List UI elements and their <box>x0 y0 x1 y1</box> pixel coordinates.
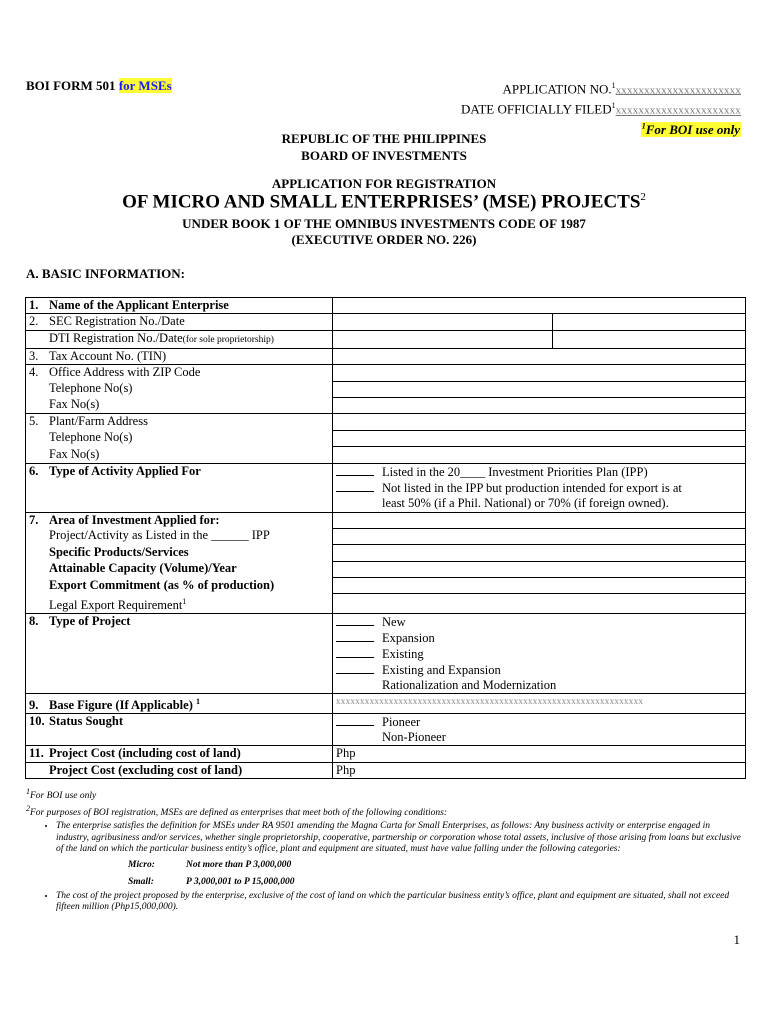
table-row <box>26 578 746 594</box>
area-of-investment-input[interactable] <box>333 512 746 528</box>
office-address-input[interactable] <box>333 365 746 381</box>
table-row <box>26 762 746 778</box>
subtitle: UNDER BOOK 1 OF THE OMNIBUS INVESTMENTS CODE OF 1987 (EXECUTIVE ORDER NO. 226) <box>182 216 586 247</box>
basic-info-table <box>25 297 746 779</box>
table-row <box>26 694 746 714</box>
row-label: 1. Name of the Applicant Enterprise <box>26 298 333 314</box>
page-number: 1 <box>733 932 740 947</box>
table-row <box>26 594 746 614</box>
project-cost-incl-land-input[interactable]: Php <box>333 746 746 762</box>
export-oriented-checkbox[interactable] <box>336 480 374 492</box>
table-row <box>26 746 746 762</box>
table-row <box>26 381 746 397</box>
application-no-line: APPLICATION NO.$^1$xxxxxxxxxxxxxxxxxxxxxx <box>502 81 741 97</box>
table-row <box>26 561 746 577</box>
activity-options: Listed in the 20____ Investment Priorities Plan (IPP) Not listed in the IPP but production intended for export is at least 50% (if a Phil. National) or 70% (if foreign owned). <box>333 463 746 512</box>
legal-export-requirement-input[interactable] <box>333 594 746 614</box>
table-row <box>26 614 746 694</box>
row-label: Export Commitment (as % of production) <box>26 578 333 594</box>
project-new-checkbox[interactable] <box>336 614 374 626</box>
row-label: Attainable Capacity (Volume)/Year <box>26 561 333 577</box>
table-row <box>26 528 746 544</box>
date-filed-line: DATE OFFICIALLY FILED$^1$xxxxxxxxxxxxxxxxxxxxxx <box>460 101 741 117</box>
row-label: 11. Project Cost (including cost of land) <box>26 746 333 762</box>
project-rationalization-checkbox[interactable] <box>336 678 374 689</box>
office-fax-input[interactable] <box>333 397 746 413</box>
project-expansion-checkbox[interactable] <box>336 630 374 642</box>
row-label: 8. Type of Project <box>26 614 333 694</box>
row-label: 9. Base Figure (If Applicable) $^1$ <box>26 694 333 714</box>
status-options: Pioneer Non-Pioneer <box>333 714 746 746</box>
footnote-conditions <box>26 821 742 914</box>
table-row <box>26 414 746 430</box>
table-row <box>26 512 746 528</box>
row-label: 4. Office Address with ZIP Code <box>26 365 333 381</box>
row-label: 10. Status Sought <box>26 714 333 746</box>
table-row <box>26 447 746 463</box>
dti-registration-no-input[interactable] <box>333 330 553 348</box>
size-category-micro: Micro: Not more than P 3,000,000 <box>128 859 292 870</box>
row-label: DTI Registration No./Date(for sole proprietorship) <box>26 330 333 348</box>
size-category-small: Small: P 3,000,001 to P 15,000,000 <box>128 877 295 888</box>
application-heading: APPLICATION FOR REGISTRATION <box>271 176 497 191</box>
row-label: Fax No(s) <box>26 447 333 463</box>
table-row <box>26 348 746 364</box>
row-label: Project Cost (excluding cost of land) <box>26 762 333 778</box>
table-row <box>26 365 746 381</box>
project-existing-expansion-checkbox[interactable] <box>336 662 374 674</box>
footnote-2: $^2$For purposes of BOI registration, MSEs are defined as enterprises that meet both of the following conditions: <box>26 803 447 818</box>
agency-heading: REPUBLIC OF THE PHILIPPINES BOARD OF INVESTMENTS <box>281 131 487 163</box>
table-row <box>26 397 746 413</box>
sec-registration-date-input[interactable] <box>553 314 746 330</box>
row-label: Telephone No(s) <box>26 381 333 397</box>
list-item: • The enterprise satisfies the definition for MSEs under RA 9501 amending the Magna Carta for Small Enterprises, as follows: Any business activity or enterprise engaged in industry, agribusiness and/or services, whether single proprietorship, cooperative, partnership or corporation whose total assets, inclusive of those arising from loans but exclusive of the land on which the particular business entity’s office, plant and equipment are situated, must have value falling under the following categories: Micro: Not more than P 3,000,000 Small: P 3,000,001 to P 15,000,000 <box>56 821 742 889</box>
row-label: 3. Tax Account No. (TIN) <box>26 348 333 364</box>
dti-registration-date-input[interactable] <box>553 330 746 348</box>
page-title: OF MICRO AND SMALL ENTERPRISES’ (MSE) PROJECTS$^2$ <box>122 191 646 213</box>
table-row <box>26 714 746 746</box>
products-services-input[interactable] <box>333 545 746 561</box>
project-type-options: New Expansion Existing Existing and Expansion Rationalization and Modernization <box>333 614 746 694</box>
sec-registration-no-input[interactable] <box>333 314 553 330</box>
project-activity-input[interactable] <box>333 528 746 544</box>
row-label: 2. SEC Registration No./Date <box>26 314 333 330</box>
office-telephone-input[interactable] <box>333 381 746 397</box>
capacity-input[interactable] <box>333 561 746 577</box>
row-label: 7. Area of Investment Applied for: <box>26 512 333 528</box>
pioneer-checkbox[interactable] <box>336 714 374 726</box>
application-info <box>461 78 741 138</box>
row-label: Fax No(s) <box>26 397 333 413</box>
row-label: Specific Products/Services <box>26 545 333 561</box>
form-suffix: for MSEs <box>118 78 172 93</box>
footnotes <box>26 786 742 916</box>
table-row <box>26 314 746 330</box>
table-row <box>26 298 746 314</box>
table-row <box>26 545 746 561</box>
base-figure-field: xxxxxxxxxxxxxxxxxxxxxxxxxxxxxxxxxxxxxxxxxxxxxxxxxxxxxxxxxxxxxxxx <box>333 694 746 714</box>
table-row <box>26 463 746 512</box>
export-commitment-input[interactable] <box>333 578 746 594</box>
row-label: 6. Type of Activity Applied For <box>26 463 333 512</box>
section-a-heading: A. BASIC INFORMATION: <box>26 266 186 281</box>
list-item: • The cost of the project proposed by the enterprise, exclusive of the cost of land on which the particular business entity’s office, plant and equipment are situated, shall not exceed fifteen million (Php15,000,000). <box>56 891 742 914</box>
plant-telephone-input[interactable] <box>333 430 746 446</box>
form-number: BOI FORM 501 for MSEs <box>26 78 172 93</box>
row-label: 5. Plant/Farm Address <box>26 414 333 430</box>
footnote-1: $^1$For BOI use only <box>26 787 97 802</box>
tin-input[interactable] <box>333 348 746 364</box>
project-cost-excl-land-input[interactable]: Php <box>333 762 746 778</box>
row-label: Telephone No(s) <box>26 430 333 446</box>
ipp-listed-checkbox[interactable] <box>336 464 374 476</box>
table-row <box>26 330 746 348</box>
enterprise-name-input[interactable] <box>333 298 746 314</box>
row-label: Project/Activity as Listed in the ______ IPP <box>26 528 333 544</box>
project-existing-checkbox[interactable] <box>336 646 374 658</box>
row-label: Legal Export Requirement$^1$ <box>26 594 333 614</box>
plant-address-input[interactable] <box>333 414 746 430</box>
plant-fax-input[interactable] <box>333 447 746 463</box>
date-filed-field[interactable]: xxxxxxxxxxxxxxxxxxxxxx <box>615 104 741 117</box>
boi-use-note: $^1$For BOI use only <box>641 121 740 137</box>
application-no-field[interactable]: xxxxxxxxxxxxxxxxxxxxxx <box>615 84 741 97</box>
table-row <box>26 430 746 446</box>
non-pioneer-checkbox[interactable] <box>336 730 374 741</box>
